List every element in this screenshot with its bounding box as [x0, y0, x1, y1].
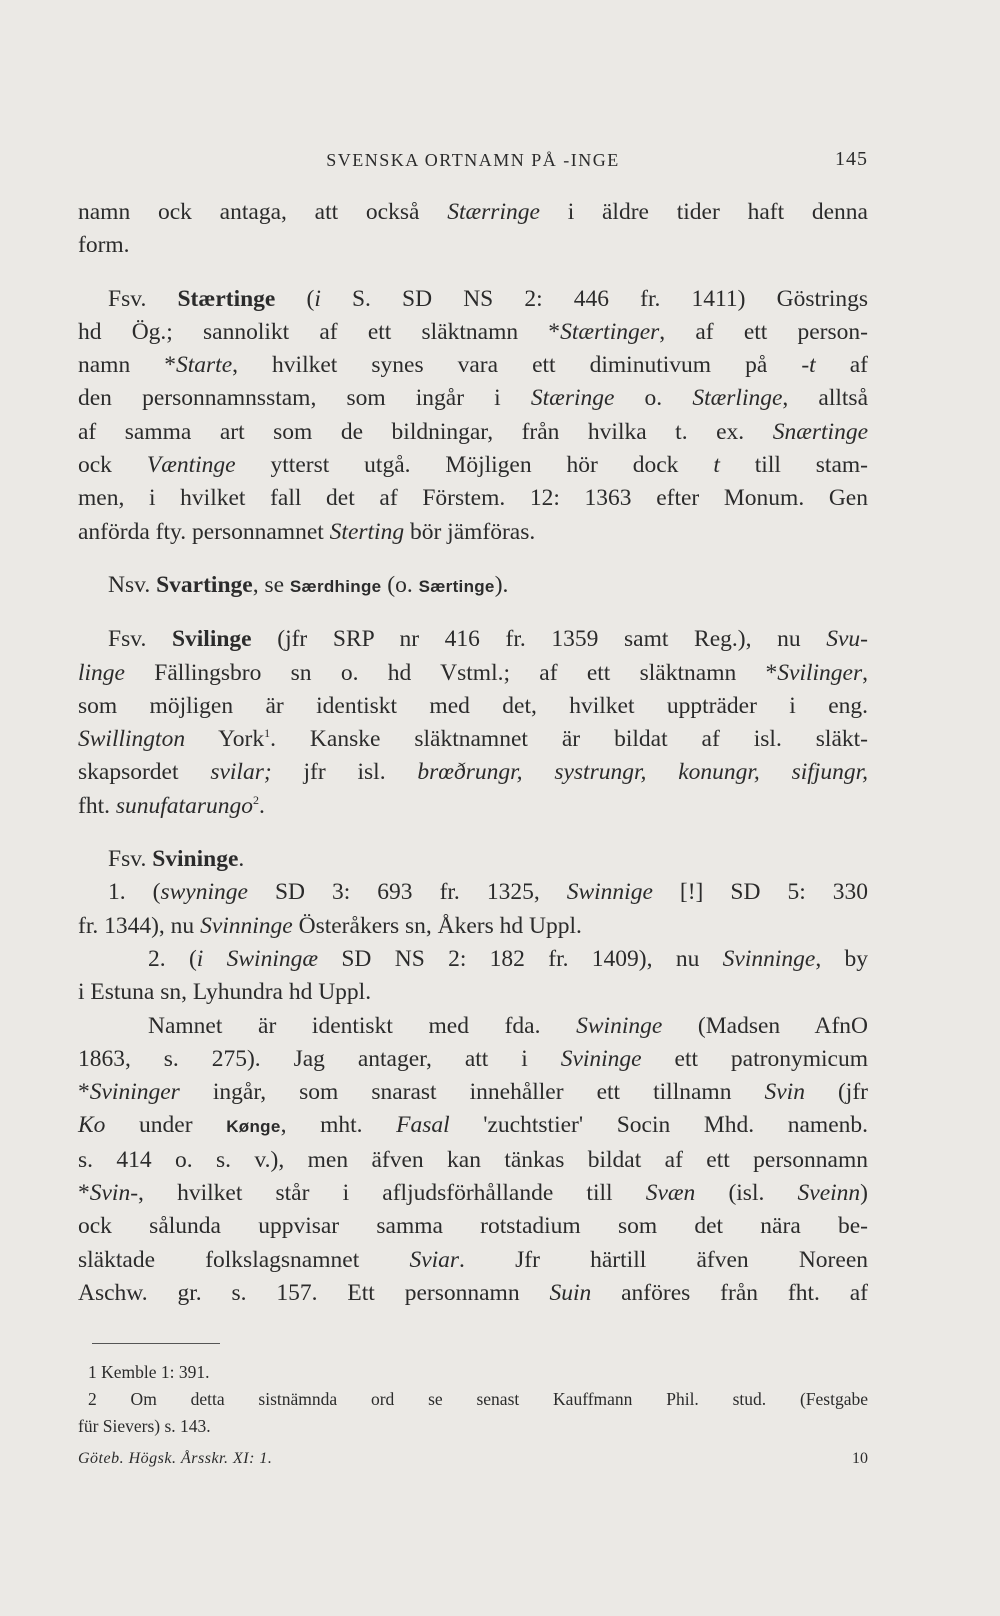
text-line: [78, 316, 868, 349]
text-run: bör jämföras.: [404, 518, 536, 545]
text-run: .: [258, 792, 265, 819]
italic-term: Sterting: [329, 518, 405, 545]
italic-term: Stærlinge: [692, 385, 783, 412]
italic-term: Fasal: [396, 1112, 450, 1139]
text-run: Namnet är identiskt med fda.: [148, 1012, 577, 1039]
text-run: (o.: [381, 571, 419, 598]
text-line: [78, 1043, 868, 1076]
italic-term: Sveinn: [797, 1180, 861, 1207]
page-footer: [78, 1450, 868, 1476]
text-run: , mht.: [280, 1112, 397, 1139]
entry-heading-line: [78, 283, 868, 316]
italic-term: Svæn: [645, 1180, 696, 1207]
text-line: [78, 723, 868, 756]
text-run: fht.: [78, 792, 116, 819]
entry-heading-line: [78, 843, 868, 876]
text-run: men, i hvilket fall det af Förstem. 12: 1363 efter Monum. Gen: [78, 485, 868, 512]
text-run: ock: [78, 452, 147, 479]
italic-term: Stæringe: [530, 385, 615, 412]
text-run: Österåkers sn, Åkers hd Uppl.: [292, 912, 582, 939]
text-run: , by: [815, 945, 869, 972]
text-run: .: [238, 846, 245, 873]
text-run: under: [105, 1112, 227, 1139]
italic-term: Svininge: [560, 1045, 642, 1072]
text-run: (jfr SRP nr 416 fr. 1359 samt Reg.), nu: [251, 626, 827, 653]
text-run: , alltså: [782, 385, 869, 412]
footnote-marker: 1: [264, 726, 271, 741]
text-line: [78, 943, 868, 976]
text-line: [78, 1076, 868, 1109]
text-run: till stam-: [719, 452, 869, 479]
text-line: [78, 1210, 868, 1243]
italic-term: Starte: [176, 352, 233, 379]
italic-term: Suin: [549, 1279, 592, 1306]
text-run: , se: [252, 571, 290, 598]
text-line: [78, 790, 868, 823]
text-run: s. 414 o. s. v.), men äfven kan tänkas bildat af ett personnamn: [78, 1146, 868, 1173]
italic-term: Svin-: [89, 1180, 139, 1207]
text-run: Fsv.: [108, 285, 178, 312]
footnote: 2 Om detta sistnämnda ord se senast Kauffmann Phil. stud. (Festgabe: [88, 1389, 868, 1409]
text-run: . Jfr härtill äfven Noreen: [459, 1246, 868, 1273]
text-line: [78, 910, 868, 943]
text-run: ,: [862, 659, 868, 686]
text-run: namn ock antaga, att också: [78, 199, 448, 225]
text-line: [78, 657, 868, 690]
text-run: ingår, som snarast innehåller ett tillnamn: [179, 1079, 765, 1106]
text-run: den personnamnsstam, som ingår i: [78, 385, 531, 412]
italic-term: -t: [801, 352, 816, 379]
text-run: ytterst utgå. Möjligen hör dock: [235, 452, 714, 479]
text-run: , hvilket står i afljudsförhållande till: [138, 1180, 646, 1207]
text-line: [78, 690, 868, 723]
footnotes: [78, 1359, 868, 1440]
page-number: 145: [835, 148, 868, 170]
entry-headword: Svininge: [152, 846, 239, 873]
body-text: [78, 196, 868, 1310]
text-run: anföres från fht. af: [591, 1279, 868, 1306]
text-run: Fällingsbro sn o. hd Vstml.; af ett släktnamn *: [125, 659, 778, 686]
text-run: skapsordet: [78, 759, 211, 786]
entry-heading-line: [78, 623, 868, 656]
italic-term: Swinnige: [566, 879, 653, 906]
text-run: Aschw. gr. s. 157. Ett personnamn: [78, 1279, 550, 1306]
text-line: [78, 382, 868, 415]
italic-term: Swininge: [576, 1012, 663, 1039]
text-run: 'zuchtstier' Socin Mhd. namenb.: [449, 1112, 868, 1139]
italic-term: Svu-: [826, 626, 868, 653]
italic-term: sunufatarungo: [115, 792, 253, 819]
text-line: [78, 876, 868, 909]
text-run: anförda fty. personnamnet: [78, 518, 330, 545]
italic-term: Snærtinge: [772, 418, 868, 445]
italic-term: Swillington: [78, 726, 186, 753]
text-line: [78, 449, 868, 482]
running-head: SVENSKA ORTNAMN PÅ -INGE: [326, 150, 620, 170]
text-run: af samma art som de bildningar, från hvilka t. ex.: [78, 418, 773, 445]
text-run: fr. 1344), nu: [78, 912, 201, 939]
text-run: som möjligen är identiskt med det, hvilket uppträder i eng.: [78, 692, 868, 719]
text-run: (: [275, 285, 315, 312]
text-run: SD 3: 693 fr. 1325,: [247, 879, 567, 906]
text-line: [78, 229, 868, 262]
text-run: hd Ög.; sannolikt af ett släktnamn *: [78, 318, 561, 345]
italic-term: Stærringe: [447, 199, 540, 225]
text-line: [78, 1144, 868, 1177]
text-run: (Madsen AfnO: [662, 1012, 868, 1039]
text-run: form.: [78, 232, 130, 259]
page-header: [78, 146, 868, 176]
italic-term: Svinninge: [722, 945, 816, 972]
text-run: namn *: [78, 352, 176, 379]
text-run: S. SD NS 2: 446 fr. 1411) Göstrings: [320, 285, 868, 312]
text-run: jfr isl.: [271, 759, 418, 786]
italic-term: swyninge: [160, 879, 248, 906]
entry-headword: Stærtinge: [177, 285, 276, 312]
entry-headword: Svilinge: [171, 626, 252, 653]
text-run: ock sålunda uppvisar samma rotstadium som det nära be-: [78, 1213, 868, 1240]
text-run: Fsv.: [108, 846, 153, 873]
italic-term: t: [713, 452, 720, 479]
footnote-continuation: für Sievers) s. 143.: [78, 1416, 211, 1436]
text-line: [78, 482, 868, 515]
text-run: ): [860, 1180, 868, 1207]
italic-term: Svinninge: [200, 912, 293, 939]
text-line: [78, 196, 868, 229]
text-line: [78, 1177, 868, 1210]
text-run: York: [185, 726, 265, 753]
italic-term: Svininger: [89, 1079, 180, 1106]
footnote-rule: [92, 1343, 220, 1344]
text-run: Nsv.: [108, 571, 157, 598]
text-line: [78, 516, 868, 549]
text-run: ett patronymicum: [641, 1045, 868, 1072]
text-line: [78, 1010, 868, 1043]
text-run: (jfr: [804, 1079, 868, 1106]
text-run: , af ett person-: [659, 318, 868, 345]
italic-term: Væntinge: [146, 452, 236, 479]
text-line: [78, 1277, 868, 1310]
italic-term: i: [314, 285, 321, 312]
text-run: släktade folkslagsnamnet: [78, 1246, 410, 1273]
text-line: [78, 349, 868, 382]
text-line: [78, 1109, 868, 1143]
italic-term: i Swiningæ: [196, 945, 319, 972]
italic-term: Stærtinger: [560, 318, 660, 345]
text-run: i äldre tider haft denna: [539, 199, 868, 225]
text-run: . Kanske släktnamnet är bildat af isl. släkt-: [270, 726, 868, 753]
italic-term: brœðrungr, systrungr, konungr, sifjungr,: [417, 759, 869, 786]
signature-line: Göteb. Högsk. Årsskr. XI: 1.: [78, 1450, 273, 1467]
italic-term: linge: [78, 659, 125, 686]
text-run: i Estuna sn, Lyhundra hd Uppl.: [78, 979, 372, 1006]
italic-term: Svin: [764, 1079, 805, 1106]
text-run: (isl.: [695, 1180, 798, 1207]
footnote: 1 Kemble 1: 391.: [88, 1362, 210, 1382]
italic-term: Svilinger: [777, 659, 863, 686]
entry-headword: Svartinge: [156, 571, 253, 598]
italic-term: Ko: [78, 1112, 106, 1139]
text-line: [78, 416, 868, 449]
signature-number: 10: [852, 1450, 868, 1467]
text-run: SD NS 2: 182 fr. 1409), nu: [318, 945, 723, 972]
text-run: o.: [614, 385, 693, 412]
italic-term: svilar;: [210, 759, 272, 786]
footnote-marker: 2: [252, 792, 259, 807]
italic-term: Sviar: [409, 1246, 460, 1273]
text-run: 1. (: [108, 879, 161, 906]
text-line: [78, 976, 868, 1009]
text-line: [78, 1244, 868, 1277]
text-run: ).: [494, 571, 509, 598]
text-run: *: [78, 1079, 90, 1106]
cross-reference: Kønge: [226, 1117, 281, 1137]
text-run: 1863, s. 275). Jag antager, att i: [78, 1045, 561, 1072]
text-run: *: [78, 1180, 90, 1207]
entry-heading-line: [78, 569, 868, 603]
text-run: , hvilket synes vara ett diminutivum på: [232, 352, 802, 379]
text-run: [!] SD 5: 330: [652, 879, 868, 906]
cross-reference: Særdhinge: [289, 576, 382, 596]
text-run: af: [815, 352, 868, 379]
cross-reference: Særtinge: [418, 576, 495, 596]
text-run: Fsv.: [108, 626, 172, 653]
text-run: 2. (: [148, 945, 197, 972]
text-line: [78, 756, 868, 789]
